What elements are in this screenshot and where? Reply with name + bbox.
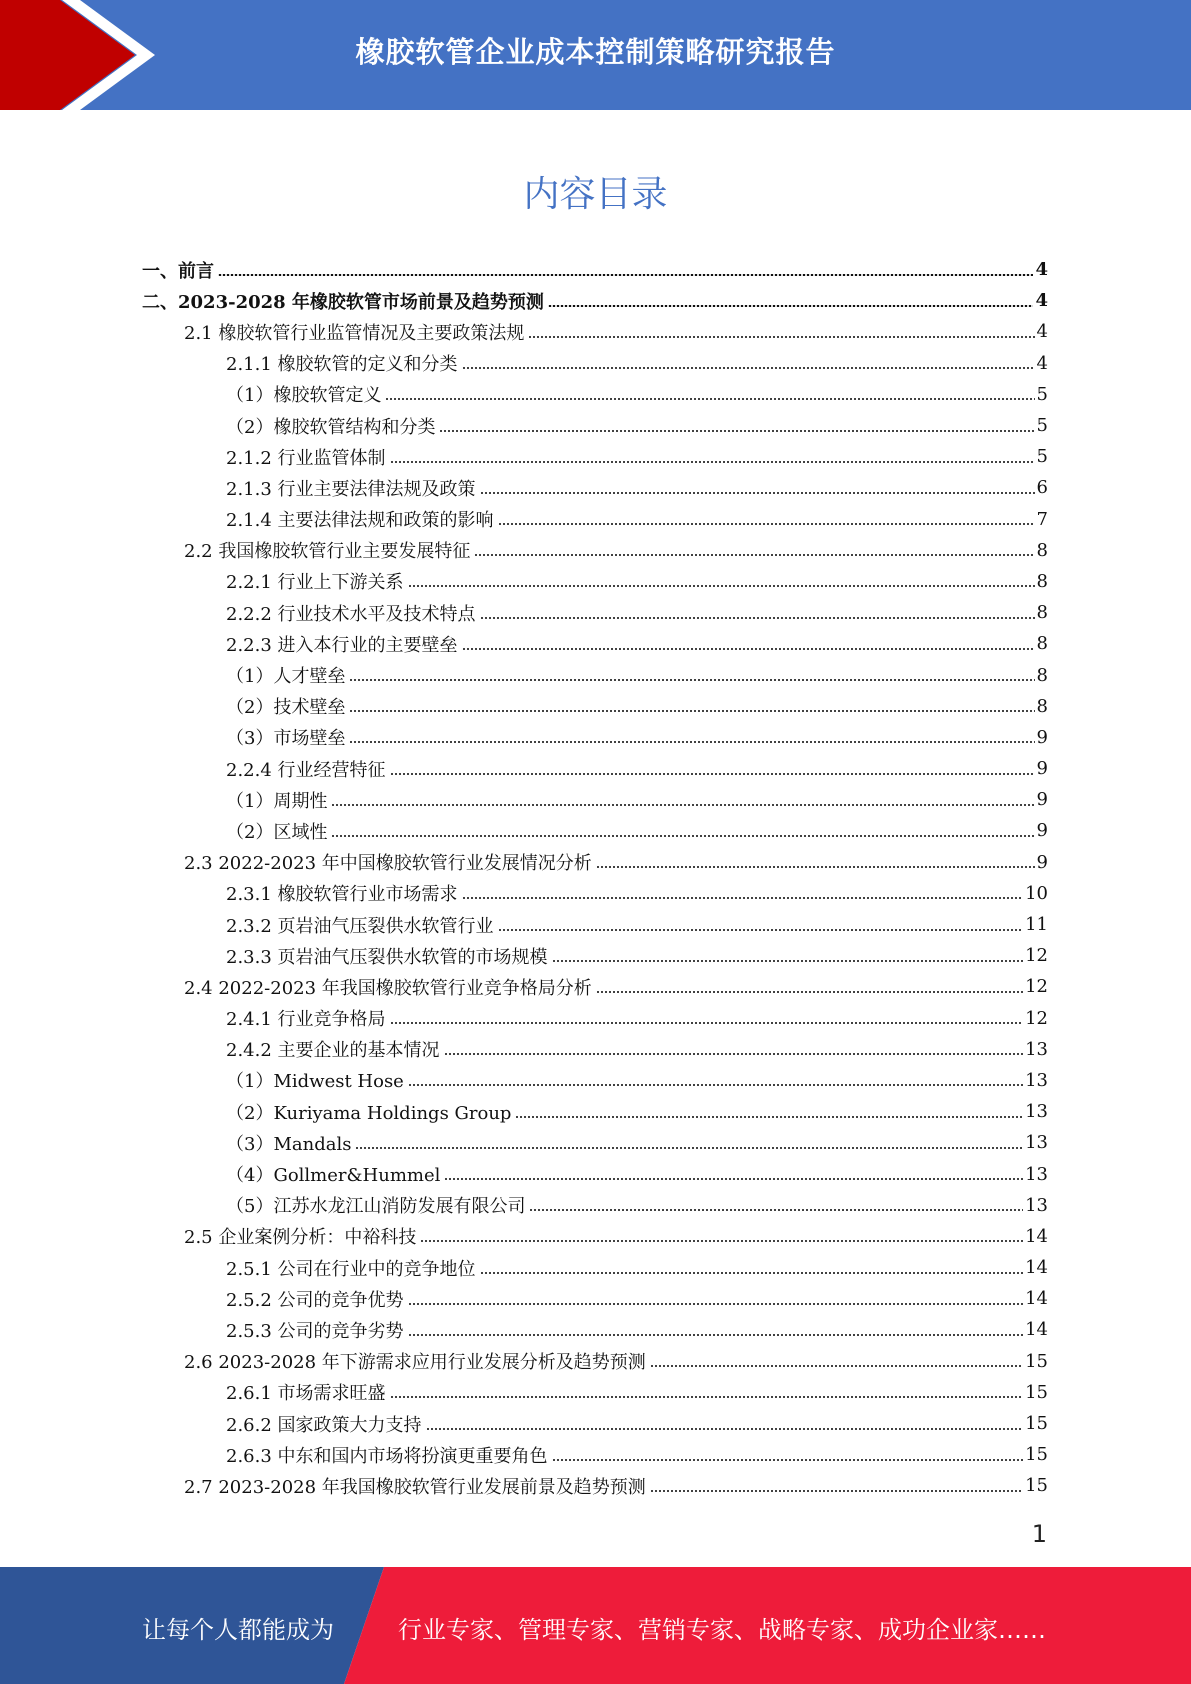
toc-dot-leader [390, 1022, 1024, 1024]
toc-dot-leader [462, 648, 1035, 650]
toc-entry-label: （2）橡胶软管结构和分类 [226, 416, 436, 438]
toc-entry-label: 2.1.3 行业主要法律法规及政策 [226, 478, 476, 500]
toc-entry[interactable] [0, 472, 1191, 503]
toc-dot-leader [529, 1209, 1023, 1211]
toc-entry[interactable] [0, 254, 1191, 285]
toc-entry-page: 15 [1025, 1381, 1048, 1403]
toc-entry-page: 5 [1036, 383, 1048, 405]
toc-heading: 内容目录 [523, 174, 668, 215]
toc-entry[interactable] [0, 1096, 1191, 1127]
toc-entry-label: （5）江苏水龙江山消防发展有限公司 [226, 1196, 526, 1218]
toc-dot-leader [462, 367, 1035, 369]
toc-entry-page: 12 [1025, 976, 1048, 998]
toc-entry-label: （2）区域性 [226, 821, 328, 843]
toc-entry-label: 2.6.3 中东和国内市场将扮演更重要角色 [226, 1445, 548, 1467]
toc-dot-leader [408, 585, 1035, 587]
toc-entry[interactable] [0, 628, 1191, 659]
toc-entry[interactable] [0, 410, 1191, 441]
toc-entry[interactable] [0, 1252, 1191, 1283]
toc-dot-leader [349, 710, 1034, 712]
toc-entry-page: 8 [1036, 602, 1048, 624]
toc-entry[interactable] [0, 815, 1191, 846]
toc-entry-page: 4 [1035, 259, 1048, 281]
toc-entry-label: 2.4.1 行业竞争格局 [226, 1009, 386, 1031]
toc-dot-leader [480, 617, 1035, 619]
toc-entry-page: 8 [1036, 664, 1048, 686]
toc-dot-leader [355, 1147, 1023, 1149]
toc-entry-page: 13 [1025, 1132, 1048, 1154]
toc-entry-label: 2.2.2 行业技术水平及技术特点 [226, 603, 476, 625]
toc-entry-label: （3）Mandals [226, 1133, 352, 1155]
toc-entry-page: 14 [1025, 1288, 1048, 1310]
toc-entry-label: （4）Gollmer&Hummel [226, 1165, 441, 1187]
toc-entry[interactable] [0, 535, 1191, 566]
toc-dot-leader [498, 929, 1024, 931]
toc-entry[interactable] [0, 1314, 1191, 1345]
toc-entry-label: （1）Midwest Hose [226, 1071, 404, 1093]
toc-entry[interactable] [0, 659, 1191, 690]
toc-entry-page: 9 [1036, 789, 1048, 811]
toc-entry-label: 2.4 2022-2023 年我国橡胶软管行业竞争格局分析 [184, 977, 592, 999]
toc-entry-page: 9 [1036, 820, 1048, 842]
footer-slogan-left: 让每个人都能成为 [142, 1616, 334, 1644]
toc-entry-label: 2.7 2023-2028 年我国橡胶软管行业发展前景及趋势预测 [184, 1476, 646, 1498]
toc-entry-page: 14 [1025, 1225, 1048, 1247]
toc-entry[interactable] [0, 597, 1191, 628]
toc-entry[interactable] [0, 1408, 1191, 1439]
toc-dot-leader [444, 1178, 1023, 1180]
toc-entry[interactable] [0, 1190, 1191, 1221]
toc-entry-label: 一、前言 [142, 260, 214, 282]
toc-entry-page: 8 [1036, 633, 1048, 655]
toc-entry-label: （2）技术壁垒 [226, 697, 346, 719]
toc-entry[interactable] [0, 1346, 1191, 1377]
toc-dot-leader [596, 866, 1035, 868]
toc-entry-label: 2.2 我国橡胶软管行业主要发展特征 [184, 541, 471, 563]
toc-entry-page: 13 [1025, 1101, 1048, 1123]
toc-entry[interactable] [0, 1065, 1191, 1096]
toc-entry-label: 2.3 2022-2023 年中国橡胶软管行业发展情况分析 [184, 853, 592, 875]
toc-entry-label: 2.3.2 页岩油气压裂供水软管行业 [226, 915, 494, 937]
toc-dot-leader [552, 960, 1024, 962]
page-header [0, 0, 1191, 110]
toc-entry[interactable] [0, 878, 1191, 909]
toc-entry[interactable] [0, 909, 1191, 940]
toc-dot-leader [548, 305, 1034, 307]
toc-dot-leader [390, 773, 1035, 775]
toc-entry-page: 8 [1036, 539, 1048, 561]
toc-entry-label: 2.5.1 公司在行业中的竞争地位 [226, 1258, 476, 1280]
toc-dot-leader [474, 554, 1034, 556]
toc-entry-label: 2.6.1 市场需求旺盛 [226, 1383, 386, 1405]
footer-slogan-right: 行业专家、管理专家、营销专家、战略专家、成功企业家…… [398, 1616, 1046, 1644]
toc-dot-leader [515, 1116, 1023, 1118]
toc-entry[interactable] [0, 348, 1191, 379]
toc-entry-page: 13 [1025, 1069, 1048, 1091]
toc-entry[interactable] [0, 504, 1191, 535]
toc-entry-page: 15 [1025, 1444, 1048, 1466]
toc-entry-page: 15 [1025, 1413, 1048, 1435]
toc-dot-leader [349, 741, 1034, 743]
toc-entry-page: 15 [1025, 1475, 1048, 1497]
toc-entry-page: 4 [1035, 290, 1048, 312]
toc-entry-label: 2.2.4 行业经营特征 [226, 759, 386, 781]
toc-entry-label: 2.2.1 行业上下游关系 [226, 572, 404, 594]
toc-dot-leader [420, 1240, 1023, 1242]
toc-entry[interactable] [0, 784, 1191, 815]
toc-entry[interactable] [0, 1283, 1191, 1314]
toc-entry[interactable] [0, 847, 1191, 878]
toc-entry-label: （1）人才壁垒 [226, 666, 346, 688]
toc-dot-leader [462, 897, 1024, 899]
toc-entry-page: 13 [1025, 1038, 1048, 1060]
toc-dot-leader [528, 336, 1034, 338]
toc-entry[interactable] [0, 1003, 1191, 1034]
toc-entry[interactable] [0, 1377, 1191, 1408]
toc-entry-label: 2.3.1 橡胶软管行业市场需求 [226, 884, 458, 906]
toc-entry[interactable] [0, 1034, 1191, 1065]
toc-entry[interactable] [0, 566, 1191, 597]
toc-entry-label: 2.2.3 进入本行业的主要壁垒 [226, 634, 458, 656]
toc-dot-leader [408, 1084, 1023, 1086]
toc-entry-label: 2.1.1 橡胶软管的定义和分类 [226, 354, 458, 376]
toc-entry[interactable] [0, 1439, 1191, 1470]
toc-entry-page: 8 [1036, 695, 1048, 717]
toc-entry-label: 2.5.3 公司的竞争劣势 [226, 1320, 404, 1342]
toc-entry-page: 13 [1025, 1194, 1048, 1216]
toc-entry[interactable] [0, 285, 1191, 316]
toc-entry[interactable] [0, 379, 1191, 410]
toc-entry[interactable] [0, 1470, 1191, 1501]
page-footer [0, 1567, 1191, 1684]
toc-dot-leader [439, 430, 1034, 432]
toc-entry-label: 2.1 橡胶软管行业监管情况及主要政策法规 [184, 322, 525, 344]
toc-dot-leader [650, 1365, 1023, 1367]
toc-entry[interactable] [0, 753, 1191, 784]
toc-entry-page: 9 [1036, 851, 1048, 873]
toc-entry-page: 15 [1025, 1350, 1048, 1372]
toc-entry-label: 2.1.4 主要法律法规和政策的影响 [226, 510, 494, 532]
toc-dot-leader [331, 835, 1034, 837]
toc-entry[interactable] [0, 1127, 1191, 1158]
table-of-contents [0, 254, 1191, 1502]
toc-entry-label: 2.5.2 公司的竞争优势 [226, 1289, 404, 1311]
report-title: 橡胶软管企业成本控制策略研究报告 [355, 35, 836, 69]
toc-entry-page: 8 [1036, 570, 1048, 592]
toc-entry-page: 13 [1025, 1163, 1048, 1185]
toc-entry[interactable] [0, 316, 1191, 347]
toc-entry-page: 4 [1036, 352, 1048, 374]
toc-entry-page: 9 [1036, 758, 1048, 780]
toc-dot-leader [480, 1272, 1024, 1274]
toc-dot-leader [552, 1459, 1024, 1461]
toc-entry-page: 10 [1025, 882, 1048, 904]
toc-entry-label: （1）橡胶软管定义 [226, 385, 382, 407]
toc-dot-leader [444, 1053, 1024, 1055]
toc-entry-page: 14 [1025, 1257, 1048, 1279]
toc-dot-leader [426, 1428, 1024, 1430]
toc-dot-leader [390, 1396, 1024, 1398]
toc-entry-label: 2.6.2 国家政策大力支持 [226, 1414, 422, 1436]
toc-dot-leader [650, 1490, 1023, 1492]
toc-entry-page: 12 [1025, 1007, 1048, 1029]
toc-entry-page: 5 [1036, 446, 1048, 468]
toc-dot-leader [390, 461, 1035, 463]
toc-dot-leader [480, 492, 1035, 494]
toc-dot-leader [498, 523, 1035, 525]
toc-dot-leader [349, 679, 1034, 681]
toc-dot-leader [408, 1303, 1024, 1305]
toc-entry-label: 2.3.3 页岩油气压裂供水软管的市场规模 [226, 946, 548, 968]
toc-dot-leader [385, 398, 1034, 400]
toc-entry[interactable] [0, 441, 1191, 472]
toc-dot-leader [408, 1334, 1024, 1336]
toc-entry-label: 二、2023-2028 年橡胶软管市场前景及趋势预测 [142, 291, 544, 313]
toc-entry[interactable] [0, 940, 1191, 971]
toc-entry-page: 12 [1025, 945, 1048, 967]
toc-entry-label: 2.4.2 主要企业的基本情况 [226, 1040, 440, 1062]
toc-entry[interactable] [0, 1158, 1191, 1189]
toc-entry-label: 2.1.2 行业监管体制 [226, 447, 386, 469]
toc-entry[interactable] [0, 691, 1191, 722]
page-number: 1 [1031, 1520, 1047, 1548]
toc-dot-leader [596, 991, 1023, 993]
toc-entry[interactable] [0, 722, 1191, 753]
toc-entry-page: 9 [1036, 726, 1048, 748]
toc-entry-page: 6 [1036, 477, 1048, 499]
toc-entry[interactable] [0, 1221, 1191, 1252]
toc-entry-label: 2.6 2023-2028 年下游需求应用行业发展分析及趋势预测 [184, 1352, 646, 1374]
toc-entry-page: 4 [1036, 321, 1048, 343]
toc-entry-label: （2）Kuriyama Holdings Group [226, 1102, 512, 1124]
toc-entry-label: （1）周期性 [226, 790, 328, 812]
toc-entry-page: 5 [1036, 415, 1048, 437]
toc-entry[interactable] [0, 971, 1191, 1002]
toc-entry-page: 11 [1025, 914, 1048, 936]
toc-entry-label: （3）市场壁垒 [226, 728, 346, 750]
toc-dot-leader [218, 274, 1033, 276]
toc-entry-page: 14 [1025, 1319, 1048, 1341]
toc-entry-label: 2.5 企业案例分析：中裕科技 [184, 1227, 417, 1249]
toc-entry-page: 7 [1036, 508, 1048, 530]
toc-dot-leader [331, 804, 1034, 806]
